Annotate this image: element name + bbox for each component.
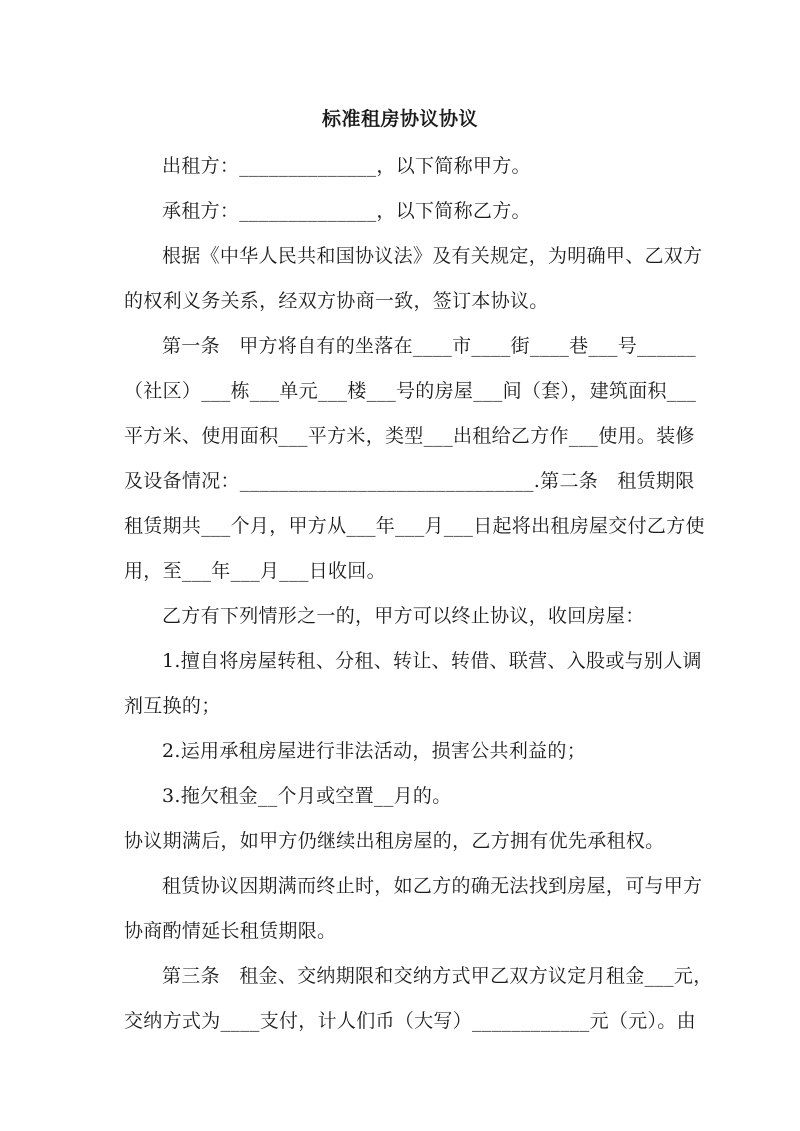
termination-item-1-line-2: 剂互换的； (124, 695, 221, 717)
article-1-line-3: 平方米、使用面积___平方米，类型___出租给乙方作___使用。装修 (124, 425, 695, 447)
paragraph-preamble-line-1: 根据《中华人民共和国协议法》及有关规定，为明确甲、乙双方 (162, 245, 703, 267)
paragraph-preamble-line-2: 的权利义务关系，经双方协商一致，签订本协议。 (124, 290, 549, 312)
paragraph-renewal: 协议期满后，如甲方仍继续出租房屋的，乙方拥有优先承租权。 (124, 830, 665, 852)
article-2-line-1: 租赁期共___个月，甲方从___年___月___日起将出租房屋交付乙方使 (124, 515, 705, 537)
termination-item-3: 3.拖欠租金__个月或空置__月的。 (162, 785, 452, 807)
termination-item-1-line-1: 1.擅自将房屋转租、分租、转让、转借、联营、入股或与别人调 (162, 650, 702, 672)
article-1-line-4: 及设备情况：______________________________.第二条 租赁期限 (124, 470, 695, 492)
paragraph-lessee: 承租方：______________，以下简称乙方。 (162, 200, 531, 222)
article-1-line-2: （社区）___栋___单元___楼___号的房屋___间（套），建筑面积___ (124, 380, 697, 402)
article-2-line-2: 用，至___年___月___日收回。 (124, 560, 386, 582)
paragraph-extension-line-2: 协商酌情延长租赁期限。 (124, 920, 337, 942)
article-1-line-1: 第一条 甲方将自有的坐落在____市____街____巷___号______ (162, 335, 696, 357)
termination-item-2: 2.运用承租房屋进行非法活动，损害公共利益的； (162, 740, 587, 762)
article-3-line-1: 第三条 租金、交纳期限和交纳方式甲乙双方议定月租金___元， (162, 965, 713, 987)
paragraph-lessor: 出租方：______________，以下简称甲方。 (162, 155, 531, 177)
document-title: 标准租房协议协议 (321, 108, 478, 130)
article-3-line-2: 交纳方式为____支付，计人们币（大写）____________元（元）。由 (124, 1010, 696, 1032)
paragraph-extension-line-1: 租赁协议因期满而终止时，如乙方的确无法找到房屋，可与甲方 (162, 875, 703, 897)
termination-intro: 乙方有下列情形之一的，甲方可以终止协议，收回房屋： (162, 605, 645, 627)
